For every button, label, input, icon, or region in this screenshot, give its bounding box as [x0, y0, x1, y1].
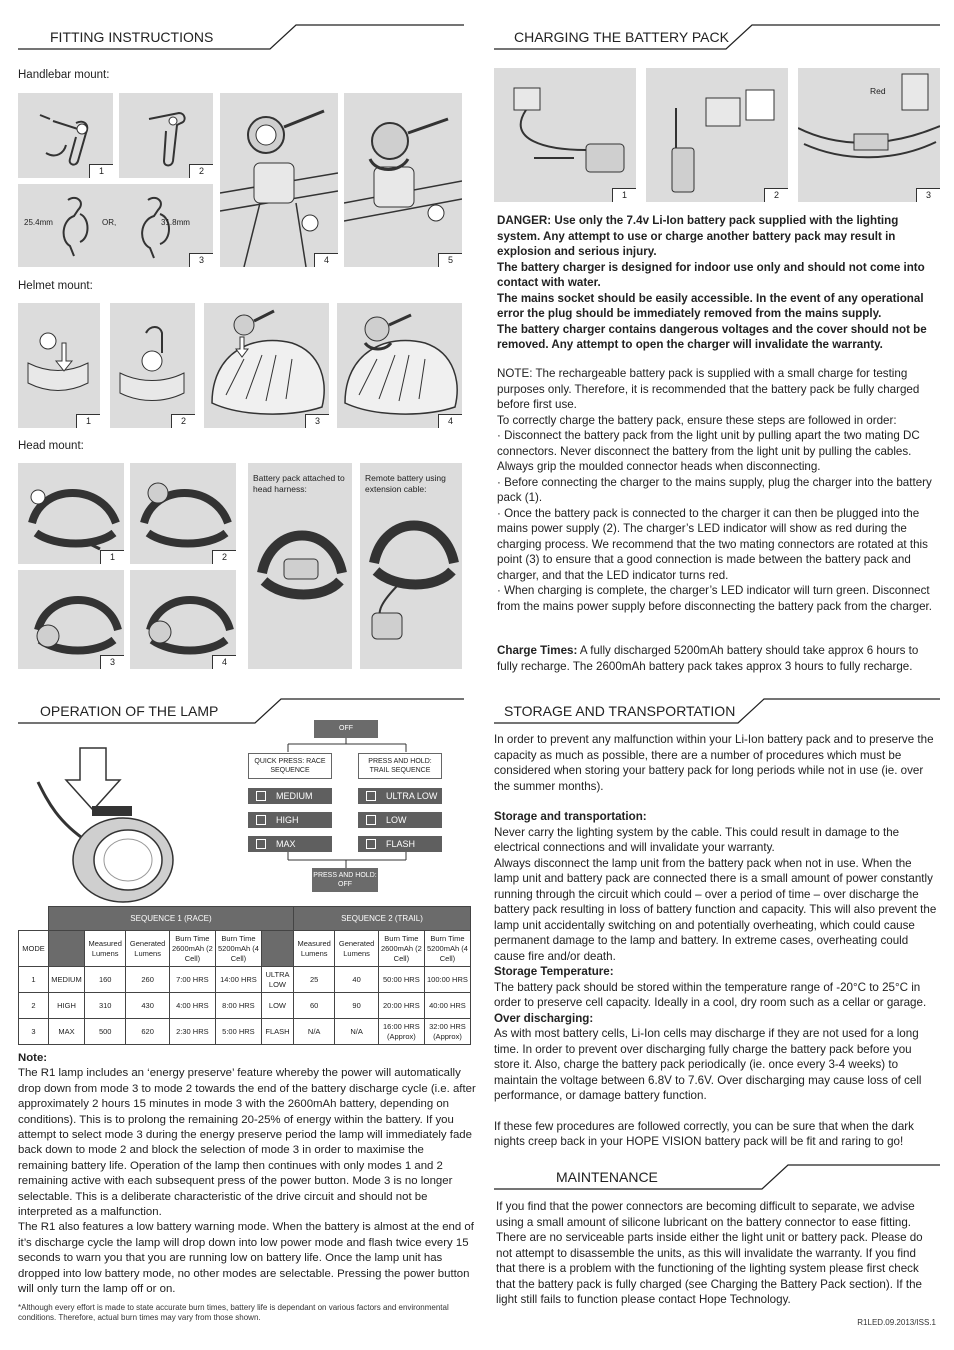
head-fig-1 [18, 463, 124, 564]
caption: Battery pack attached to head harness: [253, 473, 345, 494]
storage-paragraph: The battery pack should be stored within the temperature range of -20°C to 25°C in order to preserve cell capacity. Ideally in a cool, dry room such as a cellar or garage. [494, 980, 927, 1009]
lamp-on-bar-illustration [344, 93, 462, 267]
danger-line: The battery charger is designed for indoor use only and should not come into contact with water. [497, 260, 925, 289]
section-header-fitting [18, 22, 464, 48]
head-mount-label: Head mount: [18, 440, 84, 452]
note-line: · Once the battery pack is connected to the charger it can then be plugged into the mains power supply (2). The charger’s LED indicator will show as red during the charging process. We recommend that the two mating connectors are rotated at this point (3) to ensure that a good connection is made between the battery pack and charger, and that the LED indicator turns red. [497, 506, 928, 582]
storage-paragraph: Always disconnect the lamp unit from the battery pack when not in use. When the lamp unit and battery pack are connected there is a small amount of power constantly running through the circuit which could – over a period of time – over discharge the battery pack resulting in loss of battery function and capacity. This will also prevent the lamp unit accidentally switching on and potentially overheating, which could cause permanent damage to the lamp and battery. In extreme cases, overheating could cause fire and/or death. [494, 856, 937, 963]
step-number: 2 [212, 550, 236, 564]
burn-time-table [18, 906, 471, 1045]
helmet-fig-2 [110, 303, 195, 428]
size-label: 25.4mm [24, 218, 53, 227]
lamp-mode-icon [366, 815, 376, 825]
table-col-mode: MODE [19, 931, 49, 967]
table-cell: N/A [293, 1019, 334, 1045]
table-cell: 32:00 HRS (Approx) [424, 1019, 470, 1045]
step-number: 2 [189, 164, 213, 178]
handlebar-fig-1 [18, 93, 113, 178]
note-paragraph: The R1 lamp includes an ‘energy preserve’ feature whereby the power will automatically drop down from mode 3 to mode 2 towards the end of the battery discharge cycle (i.e. after approximately 2 hours 15 minutes in mode 3 with the 2600mAh battery, depending on conditions). This is to prolong the remaining 20-25% of energy within the battery. If you attempt to select mode 3 during the energy preserve period the lamp will immediately fade back down to mode 2 and block the selection of mode 3 in order to maximise the remaining battery life. Operation of the lamp then continues with only modes 1 and 2 remaining active with each subsequent press of the power button. Mode 3 is no longer selectable. This is a deliberate characteristic of the drive circuit and should not be interpreted as a malfunction. [18, 1067, 476, 1219]
section-header-charging [494, 22, 940, 48]
mode-label: MAX [276, 839, 296, 849]
table-cell: 160 [85, 967, 126, 993]
note-line: · Disconnect the battery pack from the light unit by pulling apart the two mating DC connectors. Never disconnect the battery from the light unit by pulling the cables. Always grip the moulded connector heads when disconnecting. [497, 429, 920, 473]
table-cell: 2 [19, 993, 49, 1019]
table-cell: 500 [85, 1019, 126, 1045]
table-cell: 40 [335, 967, 378, 993]
head-fig-battery-attached [248, 463, 352, 669]
danger-line: DANGER: Use only the 7.4v Li-Ion battery pack supplied with the lighting system. Any attempt to use or charge another battery pack may result in explosion and serious injury. [497, 214, 899, 258]
helmet-illustration [204, 303, 329, 428]
storage-closing: If these few procedures are followed correctly, you can be sure that when the dark nights creep back in your HOPE VISION battery pack will be fit and raring to go! [494, 1119, 914, 1148]
storage-heading: Storage Temperature: [494, 965, 614, 978]
storage-heading: Over discharging: [494, 1011, 594, 1025]
section-title: FITTING INSTRUCTIONS [50, 29, 214, 45]
table-col-generated: Generated Lumens [335, 931, 378, 967]
table-cell: 4:00 HRS [169, 993, 215, 1019]
charging-fig-3 [798, 68, 940, 202]
note-title: Note: [18, 1052, 48, 1064]
table-col-blank [261, 931, 293, 967]
step-number: 3 [305, 414, 329, 428]
size-or-label: OR, [102, 218, 117, 227]
size-label: 31.8mm [161, 218, 190, 227]
table-cell: ULTRA LOW [261, 967, 293, 993]
harness-illustration [18, 463, 124, 564]
mode-flash [358, 836, 442, 852]
table-cell: 310 [85, 993, 126, 1019]
table-corner [19, 907, 49, 931]
table-col-measured: Measured Lumens [293, 931, 334, 967]
table-cell: 16:00 HRS (Approx) [378, 1019, 424, 1045]
danger-line: The battery charger contains dangerous voltages and the cover should not be removed. Any attempt to open the charger will invalidate the warranty. [497, 322, 927, 351]
table-col-bt5200: Burn Time 5200mAh (4 Cell) [215, 931, 261, 967]
table-cell: FLASH [261, 1019, 293, 1045]
operation-note [18, 1051, 476, 1298]
step-number: 5 [438, 253, 462, 267]
flow-hold-off-label: PRESS AND HOLD: OFF [313, 872, 377, 888]
table-cell: 7:00 HRS [169, 967, 215, 993]
step-number: 3 [100, 655, 124, 669]
harness-illustration [248, 463, 352, 669]
lamp-mode-icon [256, 791, 266, 801]
note-paragraph: The R1 also features a low battery warning mode. When the battery is almost at the end of it’s discharge cycle the lamp will drop down into low power mode and flash twice every 15 seconds to warn you that you are running low on battery life. Once the lamp unit has dropped into low battery mode, no other modes are selectable. Pressing the power button will only turn the lamp off or on. [18, 1221, 474, 1296]
helmet-fig-4 [337, 303, 462, 428]
table-cell: N/A [335, 1019, 378, 1045]
burn-time-footnote: *Although every effort is made to state accurate burn times, battery life is dependant on various factors and environmental conditions. Therefore, actual burn times may vary from those shown. [18, 1303, 449, 1322]
lamp-mode-icon [256, 815, 266, 825]
step-number: 1 [100, 550, 124, 564]
note-line: To correctly charge the battery pack, ensure these steps are followed in order: [497, 413, 897, 427]
charging-note [497, 366, 939, 614]
handlebar-mount-label: Handlebar mount: [18, 69, 110, 81]
table-seq1-header: SEQUENCE 1 (RACE) [49, 907, 294, 931]
table-cell: 2:30 HRS [169, 1019, 215, 1045]
step-number: 2 [171, 414, 195, 428]
table-cell: 25 [293, 967, 334, 993]
table-cell: 260 [126, 967, 169, 993]
section-header-operation [18, 696, 464, 722]
step-number: 3 [916, 188, 940, 202]
harness-illustration [360, 463, 462, 669]
mode-low [358, 812, 442, 828]
table-cell: 60 [293, 993, 334, 1019]
head-fig-4 [130, 570, 236, 669]
strap-illustration [18, 303, 100, 428]
step-number: 4 [438, 414, 462, 428]
head-fig-remote-battery [360, 463, 462, 669]
section-title: OPERATION OF THE LAMP [40, 703, 219, 719]
strap-illustration [110, 303, 195, 428]
red-led-label: Red [870, 86, 886, 96]
storage-paragraph: As with most battery cells, Li-Ion cells may discharge if they are not used for a long time. In order to prevent over discharging fully charge the battery pack before you store it. Also, charge the battery pack periodically (ie. once every 3-4 weeks) to maintain the voltage between 6.8V to 7.6V. Over discharging may cause loss of cell performance, or damage battery function. [494, 1027, 922, 1102]
mode-label: HIGH [276, 815, 299, 825]
charging-fig-2 [646, 68, 788, 202]
table-cell: 8:00 HRS [215, 993, 261, 1019]
table-cell: 40:00 HRS [424, 993, 470, 1019]
table-cell: 50:00 HRS [378, 967, 424, 993]
table-seq2-header: SEQUENCE 2 (TRAIL) [293, 907, 470, 931]
table-col-measured: Measured Lumens [85, 931, 126, 967]
lamp-illustration [28, 740, 178, 910]
charge-times-label: Charge Times: [497, 644, 578, 657]
flow-press-hold: PRESS AND HOLD: TRAIL SEQUENCE [358, 753, 442, 779]
flow-connector [248, 738, 448, 754]
lamp-mode-icon [366, 839, 376, 849]
table-cell: 430 [126, 993, 169, 1019]
lamp-mode-icon [256, 839, 266, 849]
charger-illustration [646, 68, 788, 202]
mode-label: ULTRA LOW [386, 791, 438, 801]
section-title: MAINTENANCE [556, 1169, 658, 1185]
table-cell: 14:00 HRS [215, 967, 261, 993]
helmet-mount-label: Helmet mount: [18, 280, 93, 292]
step-number: 3 [189, 253, 213, 267]
charge-times-text: A fully discharged 5200mAh battery should take approx 6 hours to fully recharge. The 2600mAh battery pack takes approx 3 hours to fully recharge. [497, 644, 919, 673]
table-cell: 1 [19, 967, 49, 993]
table-cell: LOW [261, 993, 293, 1019]
doc-code: R1LED.09.2013/ISS.1 [857, 1318, 936, 1327]
lamp-mode-icon [366, 791, 376, 801]
lamp-on-bar-illustration [220, 93, 338, 267]
flow-off: OFF [314, 720, 378, 738]
mode-label: LOW [386, 815, 407, 825]
table-cell: 5:00 HRS [215, 1019, 261, 1045]
charging-fig-1 [494, 68, 636, 202]
flow-quick-press: QUICK PRESS: RACE SEQUENCE [248, 753, 332, 779]
mode-ultra-low [358, 788, 442, 804]
mode-high [248, 812, 332, 828]
connector-illustration [798, 68, 940, 202]
step-number: 1 [76, 414, 100, 428]
step-number: 2 [764, 188, 788, 202]
head-fig-2 [130, 463, 236, 564]
storage-heading: Storage and transportation: [494, 810, 647, 823]
table-cell: 100:00 HRS [424, 967, 470, 993]
flow-hold-off [312, 868, 378, 892]
charger-illustration [494, 68, 636, 202]
note-line: · Before connecting the charger to the mains supply, plug the charger into the battery pack (1). [497, 475, 932, 504]
handlebar-fig-3 [18, 184, 213, 267]
table-cell: 90 [335, 993, 378, 1019]
danger-line: The mains socket should be easily accessible. In the event of any operational error the plug should be immediately removed from the mains supply. [497, 291, 924, 320]
step-number: 4 [212, 655, 236, 669]
harness-illustration [130, 463, 236, 564]
step-number: 1 [89, 164, 113, 178]
handlebar-fig-5 [344, 93, 462, 267]
table-col-generated: Generated Lumens [126, 931, 169, 967]
table-cell: 20:00 HRS [378, 993, 424, 1019]
note-line: NOTE: The rechargeable battery pack is supplied with a small charge for testing purposes only. Therefore, it is recommended that the battery pack be fully charged before first use. [497, 367, 920, 411]
head-fig-3 [18, 570, 124, 669]
maintenance-text: If you find that the power connectors are becoming difficult to separate, we advise using a small amount of silicone lubricant on the battery connector to ease fitting. There are no serviceable parts inside either the light unit or battery pack. Please do not attempt to disassemble the units, as this will invalidate the warranty. If you find that there is a problem with the functioning of the lighting system please first check that the battery pack is fully charged (see Charging the Battery Pack section). If the light still fails to function please contact Hope Technology. [496, 1200, 923, 1306]
handlebar-fig-4 [220, 93, 338, 267]
charge-times [497, 643, 939, 674]
storage-text [494, 732, 938, 1150]
section-header-storage [494, 696, 940, 722]
table-cell: MAX [49, 1019, 85, 1045]
step-number: 1 [612, 188, 636, 202]
step-number: 4 [314, 253, 338, 267]
section-title: STORAGE AND TRANSPORTATION [504, 703, 736, 719]
helmet-fig-1 [18, 303, 100, 428]
caption: Remote battery using extension cable: [365, 473, 446, 494]
table-col-blank [49, 931, 85, 967]
handlebar-fig-2 [119, 93, 213, 178]
mode-max [248, 836, 332, 852]
table-cell: 620 [126, 1019, 169, 1045]
note-line: · When charging is complete, the charger’s LED indicator will turn green. Disconnect from the mains power supply before disconnecting the battery pack from the charger. [497, 584, 932, 613]
helmet-illustration [337, 303, 462, 428]
table-col-bt2600: Burn Time 2600mAh (2 Cell) [169, 931, 215, 967]
helmet-fig-3 [204, 303, 329, 428]
storage-paragraph: Never carry the lighting system by the cable. This could result in damage to the electrical connections and will invalidate your warranty. [494, 825, 900, 854]
danger-block [497, 213, 939, 353]
mode-label: FLASH [386, 839, 416, 849]
section-header-maintenance [494, 1162, 940, 1188]
table-cell: HIGH [49, 993, 85, 1019]
storage-intro: In order to prevent any malfunction within your Li-Ion battery pack and to preserve the capacity as much as possible, there are a number of procedures which must be considered when storing your battery pack for long periods while not in use (ie. over the summer months). [494, 733, 934, 793]
table-cell: MEDIUM [49, 967, 85, 993]
table-col-bt5200: Burn Time 5200mAh (4 Cell) [424, 931, 470, 967]
table-cell: 3 [19, 1019, 49, 1045]
mode-label: MEDIUM [276, 791, 313, 801]
table-col-bt2600: Burn Time 2600mAh (2 Cell) [378, 931, 424, 967]
mode-medium [248, 788, 332, 804]
section-title: CHARGING THE BATTERY PACK [514, 29, 729, 45]
